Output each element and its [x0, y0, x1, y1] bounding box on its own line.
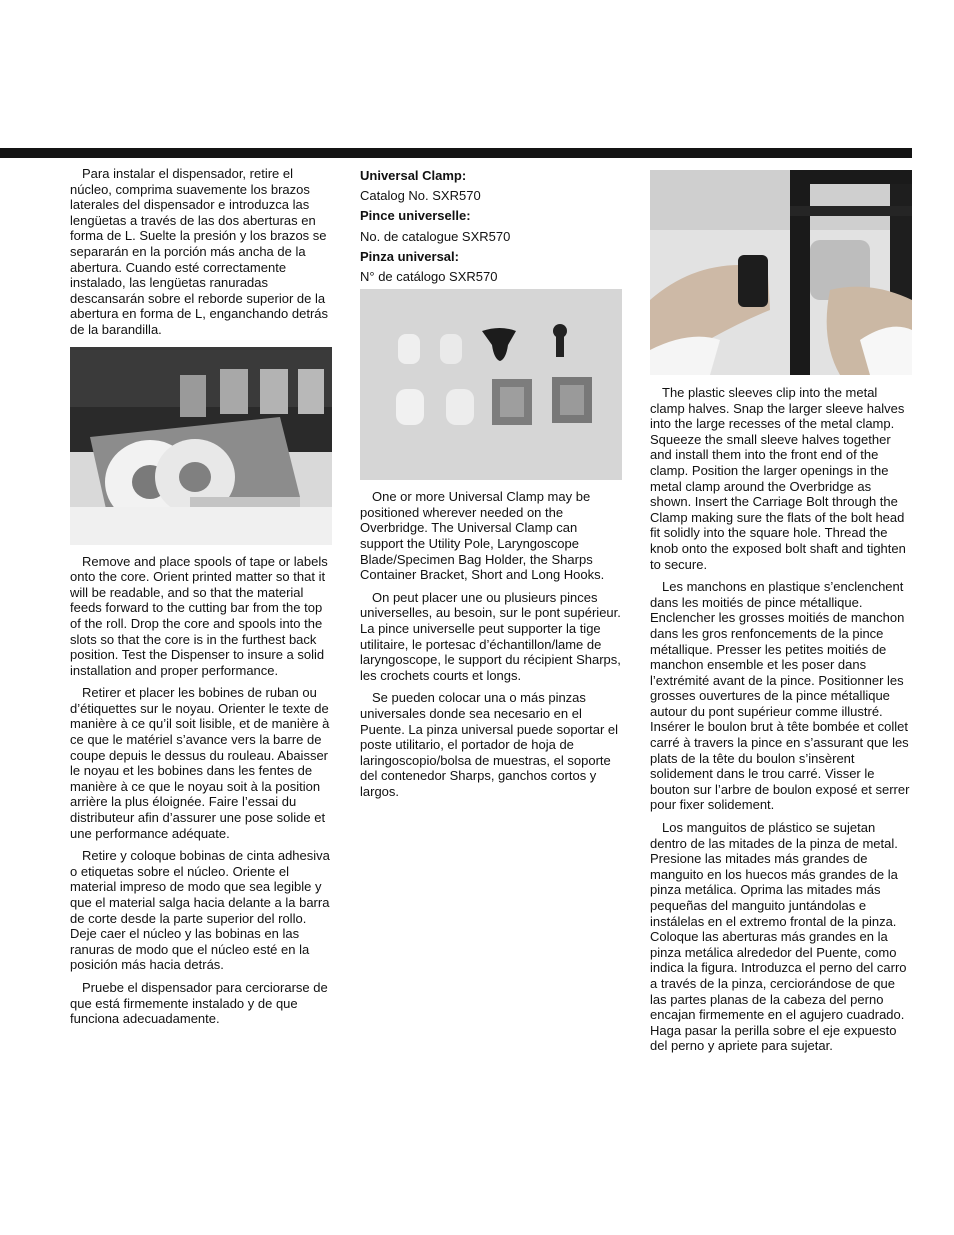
spools-text-es: Retire y coloque bobinas de cinta adhesiva o etiquetas sobre el núcleo. Oriente el material impreso de modo que sea legible y que el material salga hacia delante a la barra de corte desde la parte superior del rollo. Deje caer el núcleo y las bobinas en las ranuras de modo que el núcleo esté en la posición más hacia detrás. — [70, 848, 330, 973]
product-label-en: Universal Clamp: — [360, 168, 467, 183]
catalog-number-fr: No. de catalogue SXR570 — [360, 228, 511, 244]
clamp-text-en: One or more Universal Clamp may be positioned wherever needed on the Overbridge. The Universal Clamp can support the Utility Pole, Laryngoscope Blade/Specimen Bag Holder, the Sharps Container Bracket, Short and Long Hooks. — [360, 489, 605, 583]
spools-text-en: Remove and place spools of tape or labels onto the core. Orient printed matter so that it will be readable, and so that the material feeds forward to the cutting bar from the top of the roll. Drop the core and spools into the slots so that the core is in the furthest back position. Test the Dispenser to insure a solid installation and proper performance. — [70, 553, 328, 678]
sleeves-text-es: Los manguitos de plástico se sujetan dentro de las mitades de la pinza de metal. Presione las mitades más grandes de manguito en los huecos más grandes de la pinza metálica. Oprima las mitades más pequeñas del manguito juntándolas e instálelas en el extremo frontal de la pinza. Coloque las aberturas más grandes en la pinza metálica alrededor del Puente, como indica la figura. Introduzca el perno del carro a través de la pinza, cerciorándose de que las partes planas de la cabeza del perno encajan firmemente en el agujero cuadrado. Haga pasar la perilla sobre el eje expuesto del perno y apriete para sujetar. — [650, 820, 907, 1054]
clamp-parts-photo — [360, 289, 622, 480]
left-column — [70, 166, 334, 1034]
right-column — [650, 166, 914, 1061]
sleeves-text-fr: Les manchons en plastique s’enclenchent dans les moitiés de pince métallique. Enclencher les grosses moitiés de manchon dans les gros renfoncements de la pince métallique. Presser les petites moitiés de manchon ensemble et les poser dans l’extrémité avant de la pince. Positionner les grosses ouvertures de la pince métallique autour du pont supérieur comme illustré. Insérer le boulon brut à tête bombée et collet carré à travers la pince en s’assurant que les plats de la tête du boulon s’insèrent solidement dans le trou carré. Visser le bouton sur l’arbre de boulon exposé et serrer pour fixer solidement. — [650, 579, 910, 813]
dispenser-photo — [70, 347, 332, 545]
product-label-fr: Pince universelle: — [360, 208, 471, 224]
catalog-number-es: N° de catálogo SXR570 — [360, 269, 498, 285]
product-label-es: Pinza universal: — [360, 248, 459, 264]
test-text-es: Pruebe el dispensador para cerciorarse de que está firmemente instalado y de que funciona adecuadamente. — [70, 979, 328, 1027]
install-text-es: Para instalar el dispensador, retire el núcleo, comprima suavemente los brazos laterales del dispensador e introduzca las lengüetas a través de las dos aberturas en forma de L. Suelte la presión y los brazos se separarán en la porción más ancha de la abertura. Cuando esté correctamente instalado, las lengüetas ranuradas descansarán sobre el reborde superior de la abertura en forma de L, enganchando detrás de la barandilla. — [70, 166, 329, 337]
clamp-text-fr: On peut placer une ou plusieurs pinces universelles, au besoin, sur le pont supérieur. La pince universelle peut supporter la tige utilitaire, le portesac d’échantillon/lame de laryngoscope, le support du récipient Sharps, les crochets courts et longs. — [360, 589, 621, 683]
spools-text-fr: Retirer et placer les bobines de ruban ou d’étiquettes sur le noyau. Orienter le texte de manière à ce qu’il soit lisible, et de manière à ce que le matériel s’avance vers la barre de coupe depuis le dessus du rouleau. Abaisser le noyau et les bobines dans les fentes de manière à ce que le noyau soit à la position arrière la plus éloignée. Faire l’essai du distributeur afin d’assurer une pose solide et une performance adéquate. — [70, 685, 330, 841]
header-rule — [0, 148, 912, 158]
catalog-number-en: Catalog No. SXR570 — [360, 188, 481, 204]
middle-column — [360, 166, 622, 807]
clamp-installation-photo — [650, 170, 912, 375]
clamp-text-es: Se pueden colocar una o más pinzas universales donde sea necesario en el Puente. La pinza universal puede soportar el poste utilitario, el portador de hoja de laringoscopio/bolsa de muestras, el soporte del contenedor Sharps, ganchos cortos y largos. — [360, 690, 619, 799]
sleeves-text-en: The plastic sleeves clip into the metal clamp halves. Snap the larger sleeve halves into the large recesses of the metal clamp. Squeeze the small sleeve halves together and install them into the front end of the clamp. Position the larger openings in the metal clamp around the Overbridge as shown. Insert the Carriage Bolt through the Clamp making sure the flats of the bolt head fit solidly into the square hole. Thread the knob onto the exposed bolt shaft and tighten to secure. — [650, 385, 906, 572]
